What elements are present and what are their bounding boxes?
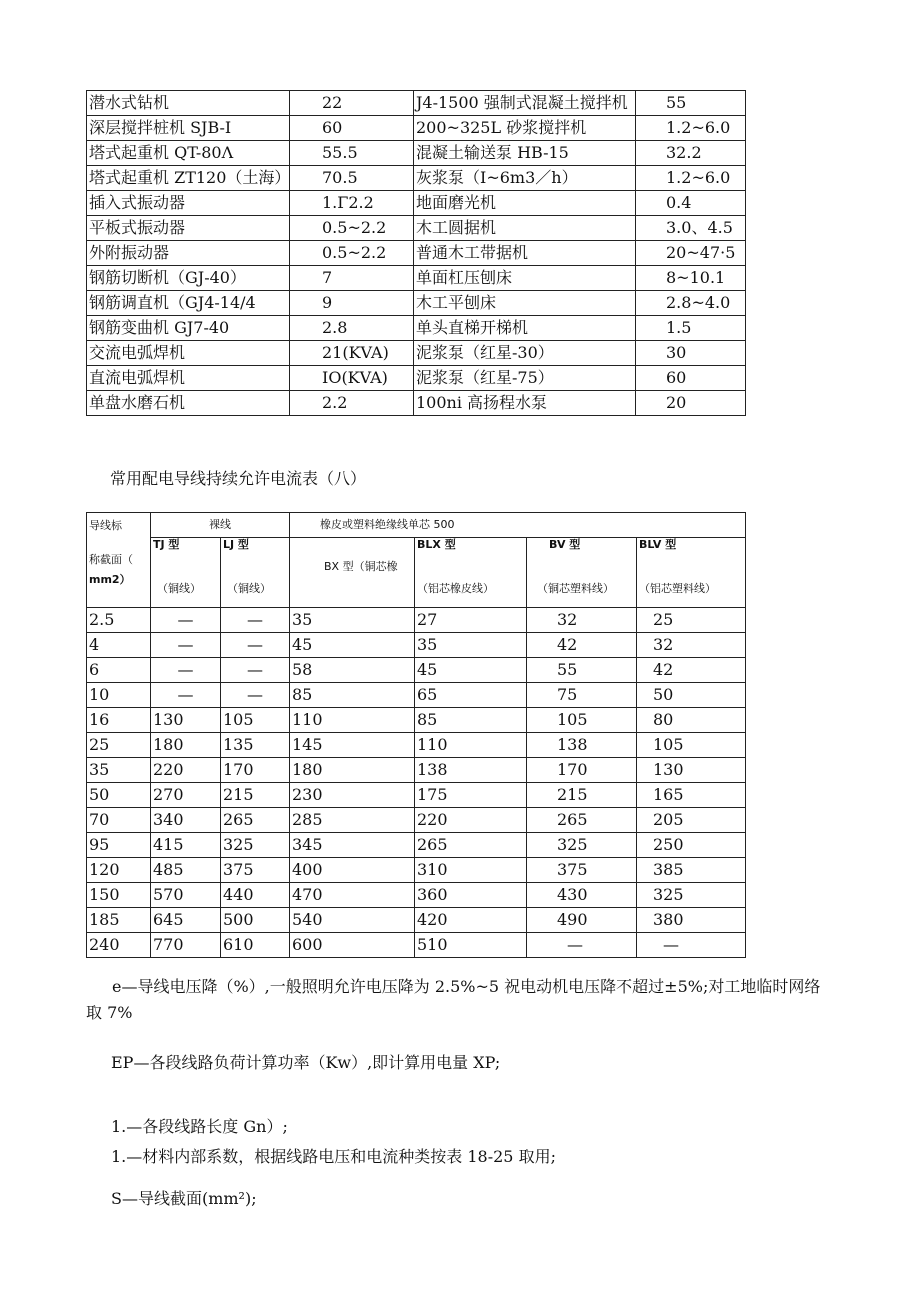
equipment-power-cell: 30	[636, 341, 746, 366]
current-cell: —	[151, 658, 221, 683]
equipment-row	[87, 266, 746, 291]
header-bv-note: （铜芯塑料线）	[537, 582, 614, 595]
section-cell: 150	[87, 883, 151, 908]
current-cell: 130	[637, 758, 746, 783]
equipment-name-cell: 平板式振动器	[87, 216, 290, 241]
current-cell: 110	[415, 733, 527, 758]
equipment-power-cell: 1.2~6.0	[636, 116, 746, 141]
current-row	[87, 683, 746, 708]
header-blv-note: （铝芯塑料线）	[639, 582, 716, 595]
header-blv-name: BLV 型	[639, 538, 677, 551]
equipment-power-cell: 20~47·5	[636, 241, 746, 266]
paragraph-load-power: EP—各段线路负荷计算功率（Kw）,即计算用电量 XP;	[111, 1053, 501, 1072]
current-cell: —	[151, 633, 221, 658]
section-cell: 25	[87, 733, 151, 758]
current-row	[87, 858, 746, 883]
current-cell: 105	[527, 708, 637, 733]
current-cell: 85	[290, 683, 415, 708]
current-cell: 645	[151, 908, 221, 933]
current-cell: 430	[527, 883, 637, 908]
current-row	[87, 883, 746, 908]
current-cell: 205	[637, 808, 746, 833]
equipment-name-cell: 深层搅拌桩机 SJB-I	[87, 116, 290, 141]
equipment-power-cell: 2.2	[290, 391, 414, 416]
current-row	[87, 608, 746, 633]
current-cell: —	[151, 608, 221, 633]
current-cell: 490	[527, 908, 637, 933]
section-cell: 185	[87, 908, 151, 933]
equipment-name-cell: 木工圆据机	[414, 216, 636, 241]
header-bv-name: BV 型	[549, 538, 581, 551]
equipment-power-cell: 9	[290, 291, 414, 316]
current-cell: 265	[415, 833, 527, 858]
section-cell: 4	[87, 633, 151, 658]
header-blx-note: （铝芯橡皮线）	[417, 582, 494, 595]
current-cell: —	[221, 658, 290, 683]
current-cell: 230	[290, 783, 415, 808]
header-blx-name: BLX 型	[417, 538, 456, 551]
current-cell: 180	[290, 758, 415, 783]
header-section-line: mm2）	[89, 573, 131, 586]
equipment-power-cell: 8~10.1	[636, 266, 746, 291]
current-row	[87, 758, 746, 783]
header-lj	[221, 538, 290, 608]
equipment-row	[87, 316, 746, 341]
equipment-name-cell: 单盘水磨石机	[87, 391, 290, 416]
paragraph-voltage-drop: e—导线电压降（%）,一般照明允许电压降为 2.5%~5 祝电动机电压降不超过±5%;对工地临时网络取 7%	[86, 977, 821, 1022]
equipment-name-cell: 塔式起重机 ZT120（土海）	[87, 166, 290, 191]
current-cell: 130	[151, 708, 221, 733]
equipment-power-cell: 1.Γ2.2	[290, 191, 414, 216]
equipment-row	[87, 141, 746, 166]
equipment-name-cell: 插入式振动器	[87, 191, 290, 216]
current-cell: 285	[290, 808, 415, 833]
current-cell: —	[221, 633, 290, 658]
equipment-power-cell: 1.2~6.0	[636, 166, 746, 191]
current-cell: 45	[415, 658, 527, 683]
equipment-row	[87, 191, 746, 216]
current-cell: 42	[527, 633, 637, 658]
header-section-label	[87, 513, 151, 608]
current-cell: 340	[151, 808, 221, 833]
current-cell: 470	[290, 883, 415, 908]
equipment-name-cell: 交流电弧焊机	[87, 341, 290, 366]
equipment-power-table	[86, 90, 746, 416]
section-cell: 70	[87, 808, 151, 833]
equipment-name-cell: 混凝土输送泵 HB-15	[414, 141, 636, 166]
current-cell: 32	[637, 633, 746, 658]
header-bv	[527, 538, 637, 608]
equipment-row	[87, 216, 746, 241]
current-cell: 270	[151, 783, 221, 808]
current-cell: 440	[221, 883, 290, 908]
current-capacity-table-body	[87, 513, 746, 958]
current-capacity-table	[86, 512, 746, 958]
header-insulated-wire: 橡皮或塑料绝缘线单芯 500	[290, 513, 746, 538]
equipment-power-cell: 60	[290, 116, 414, 141]
current-cell: 265	[221, 808, 290, 833]
section-cell: 2.5	[87, 608, 151, 633]
header-section-line: 称截面（	[89, 553, 133, 566]
equipment-row	[87, 116, 746, 141]
current-cell: 58	[290, 658, 415, 683]
equipment-power-cell: 55	[636, 91, 746, 116]
current-cell: 375	[527, 858, 637, 883]
current-cell: 145	[290, 733, 415, 758]
equipment-row	[87, 391, 746, 416]
current-row	[87, 708, 746, 733]
current-row	[87, 833, 746, 858]
current-cell: 175	[415, 783, 527, 808]
current-cell: 385	[637, 858, 746, 883]
current-cell: 42	[637, 658, 746, 683]
equipment-power-cell: 32.2	[636, 141, 746, 166]
equipment-power-cell: 0.5~2.2	[290, 216, 414, 241]
equipment-name-cell: 200~325L 砂浆搅拌机	[414, 116, 636, 141]
equipment-name-cell: 灰浆泵（I~6m3／h）	[414, 166, 636, 191]
header-row-1	[87, 513, 746, 538]
current-cell: 570	[151, 883, 221, 908]
equipment-power-table-body	[87, 91, 746, 416]
equipment-row	[87, 166, 746, 191]
current-cell: 215	[221, 783, 290, 808]
current-cell: 770	[151, 933, 221, 958]
current-cell: 610	[221, 933, 290, 958]
current-cell: 138	[527, 733, 637, 758]
header-blx	[415, 538, 527, 608]
current-cell: 220	[151, 758, 221, 783]
equipment-power-cell: IO(KVA)	[290, 366, 414, 391]
header-lj-note: （铜线）	[227, 582, 271, 595]
equipment-power-cell: 70.5	[290, 166, 414, 191]
equipment-power-cell: 20	[636, 391, 746, 416]
equipment-power-cell: 22	[290, 91, 414, 116]
current-cell: 138	[415, 758, 527, 783]
current-cell: 215	[527, 783, 637, 808]
paragraph-material-coefficient: 1.—材料内部系数，根据线路电压和电流种类按表 18-25 取用;	[111, 1147, 556, 1166]
current-cell: 80	[637, 708, 746, 733]
current-row	[87, 633, 746, 658]
equipment-name-cell: 钢筋变曲机 GJ7-40	[87, 316, 290, 341]
current-cell: 345	[290, 833, 415, 858]
current-cell: 170	[221, 758, 290, 783]
equipment-power-cell: 2.8	[290, 316, 414, 341]
current-cell: 375	[221, 858, 290, 883]
paragraph-wire-section: S—导线截面(mm²);	[111, 1189, 257, 1208]
current-row	[87, 658, 746, 683]
current-row	[87, 908, 746, 933]
header-lj-name: LJ 型	[223, 538, 249, 551]
equipment-power-cell: 3.0、4.5	[636, 216, 746, 241]
section-cell: 10	[87, 683, 151, 708]
current-cell: 105	[637, 733, 746, 758]
current-cell: 220	[415, 808, 527, 833]
equipment-name-cell: 木工平刨床	[414, 291, 636, 316]
equipment-row	[87, 91, 746, 116]
current-cell: 380	[637, 908, 746, 933]
current-row	[87, 933, 746, 958]
equipment-name-cell: 直流电弧焊机	[87, 366, 290, 391]
current-cell: 415	[151, 833, 221, 858]
current-cell: 600	[290, 933, 415, 958]
equipment-name-cell: 钢筋调直机（GJ4-14/4	[87, 291, 290, 316]
current-cell: 165	[637, 783, 746, 808]
current-cell: —	[151, 683, 221, 708]
current-cell: 35	[415, 633, 527, 658]
equipment-row	[87, 366, 746, 391]
equipment-name-cell: 地面磨光机	[414, 191, 636, 216]
header-bx-name: BX 型（铜芯橡	[324, 560, 398, 573]
current-row	[87, 783, 746, 808]
current-row	[87, 808, 746, 833]
equipment-power-cell: 0.4	[636, 191, 746, 216]
equipment-row	[87, 291, 746, 316]
equipment-name-cell: 钢筋切断机（GJ-40）	[87, 266, 290, 291]
section-cell: 6	[87, 658, 151, 683]
current-cell: 32	[527, 608, 637, 633]
equipment-name-cell: J4-1500 强制式混凝土搅拌机	[414, 91, 636, 116]
section-cell: 16	[87, 708, 151, 733]
current-cell: 55	[527, 658, 637, 683]
current-cell: 105	[221, 708, 290, 733]
equipment-power-cell: 21(KVA)	[290, 341, 414, 366]
current-cell: 170	[527, 758, 637, 783]
current-cell: 110	[290, 708, 415, 733]
section-cell: 240	[87, 933, 151, 958]
current-cell: —	[221, 608, 290, 633]
header-tj	[151, 538, 221, 608]
equipment-row	[87, 341, 746, 366]
equipment-name-cell: 塔式起重机 QT-80Λ	[87, 141, 290, 166]
current-cell: 85	[415, 708, 527, 733]
section-cell: 120	[87, 858, 151, 883]
equipment-name-cell: 泥浆泵（红星-75）	[414, 366, 636, 391]
equipment-name-cell: 泥浆泵（红星-30）	[414, 341, 636, 366]
header-row-2	[87, 538, 746, 608]
equipment-power-cell: 55.5	[290, 141, 414, 166]
current-cell: 310	[415, 858, 527, 883]
current-cell: 27	[415, 608, 527, 633]
header-tj-name: TJ 型	[153, 538, 180, 551]
current-cell: 25	[637, 608, 746, 633]
current-cell: 250	[637, 833, 746, 858]
section-cell: 50	[87, 783, 151, 808]
current-cell: 360	[415, 883, 527, 908]
equipment-name-cell: 单头直梯开梯机	[414, 316, 636, 341]
current-cell: 135	[221, 733, 290, 758]
current-cell: 485	[151, 858, 221, 883]
equipment-name-cell: 外附振动器	[87, 241, 290, 266]
current-cell: 325	[637, 883, 746, 908]
equipment-name-cell: 普通木工带据机	[414, 241, 636, 266]
current-cell: 500	[221, 908, 290, 933]
header-bare-wire: 裸线	[151, 513, 290, 538]
equipment-power-cell: 60	[636, 366, 746, 391]
header-tj-note: （铜线）	[157, 582, 201, 595]
equipment-name-cell: 100ni 高扬程水泵	[414, 391, 636, 416]
current-cell: —	[221, 683, 290, 708]
equipment-power-cell: 0.5~2.2	[290, 241, 414, 266]
equipment-power-cell: 2.8~4.0	[636, 291, 746, 316]
current-cell: 540	[290, 908, 415, 933]
current-cell: 180	[151, 733, 221, 758]
equipment-name-cell: 潜水式钻机	[87, 91, 290, 116]
section-cell: 35	[87, 758, 151, 783]
current-cell: 45	[290, 633, 415, 658]
equipment-row	[87, 241, 746, 266]
current-cell: 50	[637, 683, 746, 708]
current-cell: 420	[415, 908, 527, 933]
header-bx	[290, 538, 415, 608]
header-section-line: 导线标	[89, 519, 122, 532]
current-cell: 510	[415, 933, 527, 958]
table-caption: 常用配电导线持续允许电流表（八）	[110, 469, 367, 488]
equipment-name-cell: 单面杠压刨床	[414, 266, 636, 291]
current-cell: —	[527, 933, 637, 958]
section-cell: 95	[87, 833, 151, 858]
current-cell: 400	[290, 858, 415, 883]
current-row	[87, 733, 746, 758]
current-cell: 75	[527, 683, 637, 708]
current-cell: —	[637, 933, 746, 958]
header-blv	[637, 538, 746, 608]
paragraph-line-length: 1.—各段线路长度 Gn）;	[111, 1117, 288, 1136]
equipment-power-cell: 7	[290, 266, 414, 291]
current-cell: 325	[221, 833, 290, 858]
current-cell: 325	[527, 833, 637, 858]
equipment-power-cell: 1.5	[636, 316, 746, 341]
current-cell: 65	[415, 683, 527, 708]
current-cell: 265	[527, 808, 637, 833]
current-cell: 35	[290, 608, 415, 633]
